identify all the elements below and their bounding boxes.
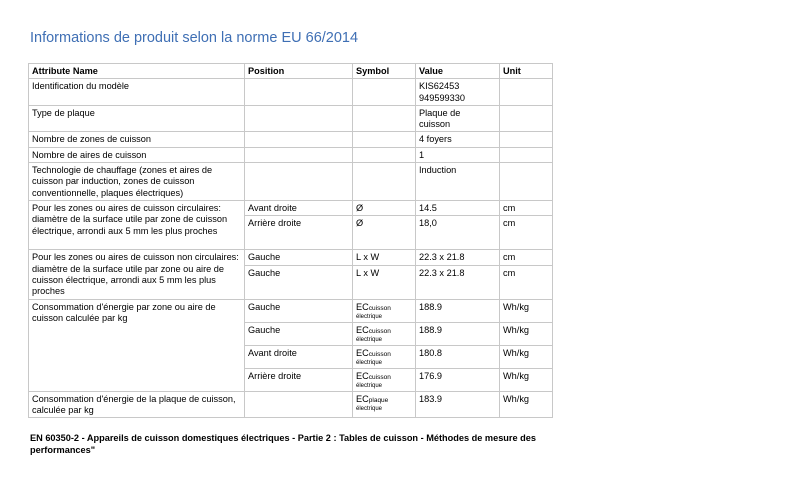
attribute-name: Type de plaque	[29, 105, 245, 132]
position: Gauche	[245, 299, 353, 322]
table-row	[29, 147, 553, 162]
table-row	[29, 299, 553, 322]
unit: cm	[500, 216, 553, 250]
attribute-value: 1	[416, 147, 500, 162]
attribute-name: Pour les zones ou aires de cuisson non circulaires: diamètre de la surface utile par zone ou aire de cuisson électrique, arrondi aux 5 mm les plus proches	[29, 250, 245, 299]
table-row	[29, 250, 553, 265]
symbol: ECcuisson électrique	[353, 368, 416, 391]
position: Arrière droite	[245, 368, 353, 391]
symbol: ECcuisson électrique	[353, 345, 416, 368]
value: 188.9	[416, 322, 500, 345]
header-symbol: Symbol	[353, 64, 416, 79]
header-position: Position	[245, 64, 353, 79]
attribute-value: Plaque de cuisson	[416, 105, 500, 132]
table-row	[29, 105, 553, 132]
unit: Wh/kg	[500, 345, 553, 368]
position: Avant droite	[245, 200, 353, 215]
position: Arrière droite	[245, 216, 353, 250]
value: 183.9	[416, 391, 500, 418]
table-row	[29, 391, 553, 418]
position: Avant droite	[245, 345, 353, 368]
symbol: Ø	[353, 200, 416, 215]
unit: Wh/kg	[500, 322, 553, 345]
attribute-value: KIS62453 949599330	[416, 79, 500, 106]
position: Gauche	[245, 322, 353, 345]
symbol: ECcuisson électrique	[353, 322, 416, 345]
product-info-table	[28, 63, 553, 418]
unit: cm	[500, 265, 553, 299]
symbol: Ø	[353, 216, 416, 250]
attribute-name: Consommation d'énergie par zone ou aire de cuisson calculée par kg	[29, 299, 245, 391]
unit: cm	[500, 250, 553, 265]
header-attribute-name: Attribute Name	[29, 64, 245, 79]
symbol: ECplaque électrique	[353, 391, 416, 418]
attribute-name: Identification du modèle	[29, 79, 245, 106]
value: 22.3 x 21.8	[416, 250, 500, 265]
unit: Wh/kg	[500, 368, 553, 391]
position: Gauche	[245, 250, 353, 265]
value: 22.3 x 21.8	[416, 265, 500, 299]
header-value: Value	[416, 64, 500, 79]
attribute-name: Consommation d'énergie de la plaque de cuisson, calculée par kg	[29, 391, 245, 418]
value: 188.9	[416, 299, 500, 322]
attribute-name: Technologie de chauffage (zones et aires de cuisson par induction, zones de cuisson conventionnelle, plaques électriques)	[29, 163, 245, 201]
attribute-value: Induction	[416, 163, 500, 201]
table-header-row	[29, 64, 553, 79]
value: 176.9	[416, 368, 500, 391]
value: 180.8	[416, 345, 500, 368]
attribute-name: Nombre de zones de cuisson	[29, 132, 245, 147]
symbol: L x W	[353, 250, 416, 265]
symbol: L x W	[353, 265, 416, 299]
page-title: Informations de produit selon la norme EU 66/2014	[30, 30, 359, 46]
table-row	[29, 132, 553, 147]
unit: Wh/kg	[500, 391, 553, 418]
attribute-name: Pour les zones ou aires de cuisson circulaires: diamètre de la surface utile par zone de cuisson électrique, arrondi aux 5 mm les plus proches	[29, 200, 245, 249]
table-row	[29, 163, 553, 201]
position: Gauche	[245, 265, 353, 299]
value: 14.5	[416, 200, 500, 215]
header-unit: Unit	[500, 64, 553, 79]
attribute-value: 4 foyers	[416, 132, 500, 147]
unit: Wh/kg	[500, 299, 553, 322]
table-row	[29, 200, 553, 215]
symbol: ECcuisson électrique	[353, 299, 416, 322]
table-row	[29, 79, 553, 106]
attribute-name: Nombre de aires de cuisson	[29, 147, 245, 162]
unit: cm	[500, 200, 553, 215]
footer-note: EN 60350-2 - Appareils de cuisson domestiques électriques - Partie 2 : Tables de cuisson - Méthodes de mesure des performances"	[30, 433, 536, 455]
value: 18,0	[416, 216, 500, 250]
